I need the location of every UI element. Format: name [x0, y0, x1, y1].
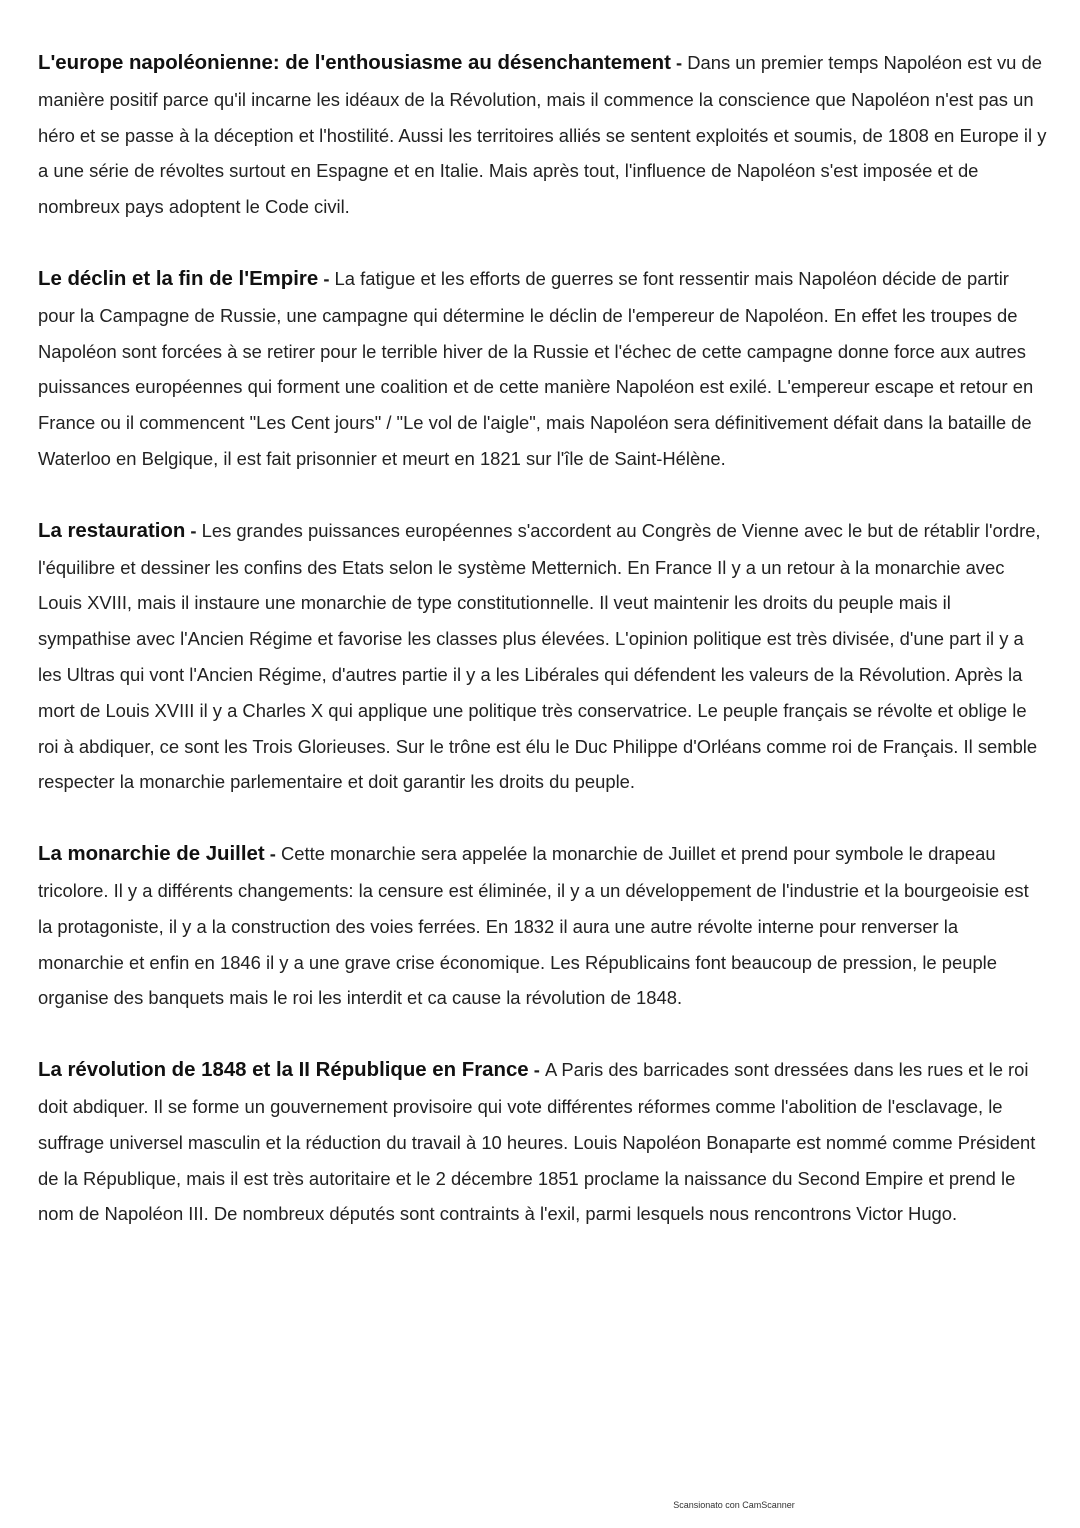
- section-text: Dans un premier temps Napoléon est vu de manière positif parce qu'il incarne les idéaux de la Révolution, mais il commence la conscience que Napoléon n'est pas un héro et se passe à la déception et l'hostilité. Aussi les territoires alliés se sentent exploités et soumis, de 1808 en Europe il y a une série de révoltes surtout en Espagne et en Italie. Mais après tout, l'influence de Napoléon s'est imposée et de nombreux pays adoptent le Code civil.: [38, 52, 1047, 218]
- scanner-watermark: [0, 1500, 1080, 1510]
- section-text: La fatigue et les efforts de guerres se font ressentir mais Napoléon décide de partir pour la Campagne de Russie, une campagne qui détermine le déclin de l'empereur de Napoléon. En effet les troupes de Napoléon sont forcées à se retirer pour le terrible hiver de la Russie et l'échec de cette campagne donne force aux autres puissances européennes qui forment une coalition et de cette manière Napoléon est exilé. L'empereur escape et retour en France ou il commencent "Les Cent jours" / "Le vol de l'aigle", mais Napoléon sera définitivement défait dans la bataille de Waterloo en Belgique, il est fait prisonnier et meurt en 1821 sur l'île de Saint-Hélène.: [38, 267, 1034, 469]
- section-text: Cette monarchie sera appelée la monarchie de Juillet et prend pour symbole le drapeau tricolore. Il y a différents changements: la censure est éliminée, il y a un développement de l'industrie et la bourgeoisie est la protagoniste, il y a la construction des voies ferrées. En 1832 il aura une autre révolte interne pour renverser la monarchie et enfin en 1846 il y a une grave crise économique. Les Républicains font beaucoup de pression, le peuple organise des banquets mais le roi les interdit et ca cause la révolution de 1848.: [38, 843, 1029, 1009]
- heading-separator: -: [264, 843, 281, 865]
- section-declin-empire: [38, 261, 1048, 477]
- section-text: A Paris des barricades sont dressées dans les rues et le roi doit abdiquer. Il se forme un gouvernement provisoire qui vote différentes réformes comme l'abolition de l'esclavage, le suffrage universel masculin et la réduction du travail à 10 heures. Louis Napoléon Bonaparte est nommé comme Président de la République, mais il est très autoritaire et le 2 décembre 1851 proclame la naissance du Second Empire et prend le nom de Napoléon III. De nombreux députés sont contraints à l'exil, parmi lesquels nous rencontrons Victor Hugo.: [38, 1059, 1036, 1225]
- section-revolution-1848: [38, 1052, 1048, 1232]
- heading-separator: -: [318, 267, 335, 289]
- document-page: [38, 45, 1048, 1268]
- section-heading: La monarchie de Juillet: [38, 843, 265, 866]
- heading-separator: -: [185, 519, 202, 541]
- section-monarchie-juillet: [38, 836, 1048, 1016]
- section-heading: L'europe napoléonienne: de l'enthousiasme au désenchantement: [38, 52, 671, 74]
- section-heading: La révolution de 1848 et la II République en France: [38, 1059, 529, 1082]
- section-heading: Le déclin et la fin de l'Empire: [38, 267, 319, 290]
- section-text: Les grandes puissances européennes s'accordent au Congrès de Vienne avec le but de rétablir l'ordre, l'équilibre et dessiner les confins des Etats selon le système Metternich. En France Il y a un retour à la monarchie avec Louis XVIII, mais il instaure une monarchie de type constitutionnelle. Il veut maintenir les droits du peuple mais il sympathise avec l'Ancien Régime et favorise les classes plus élevées. L'opinion politique est très divisée, d'une part il y a les Ultras qui vont l'Ancien Régime, d'autres partie il y a les Libérales qui défendent les valeurs de la Révolution. Après la mort de Louis XVIII il y a Charles X qui applique une politique très conservatrice. Le peuple français se révolte et oblige le roi à abdiquer, ce sont les Trois Glorieuses. Sur le trône est élu le Duc Philippe d'Orléans comme roi de Français. Il semble respecter la monarchie parlementaire et doit garantir les droits du peuple.: [38, 519, 1041, 793]
- watermark-text: Scansionato con CamScanner: [673, 1500, 795, 1510]
- heading-separator: -: [528, 1059, 545, 1081]
- section-europe-napoleonienne: [38, 45, 1048, 225]
- heading-separator: -: [670, 52, 688, 73]
- section-restauration: [38, 513, 1048, 800]
- section-heading: La restauration: [38, 519, 186, 542]
